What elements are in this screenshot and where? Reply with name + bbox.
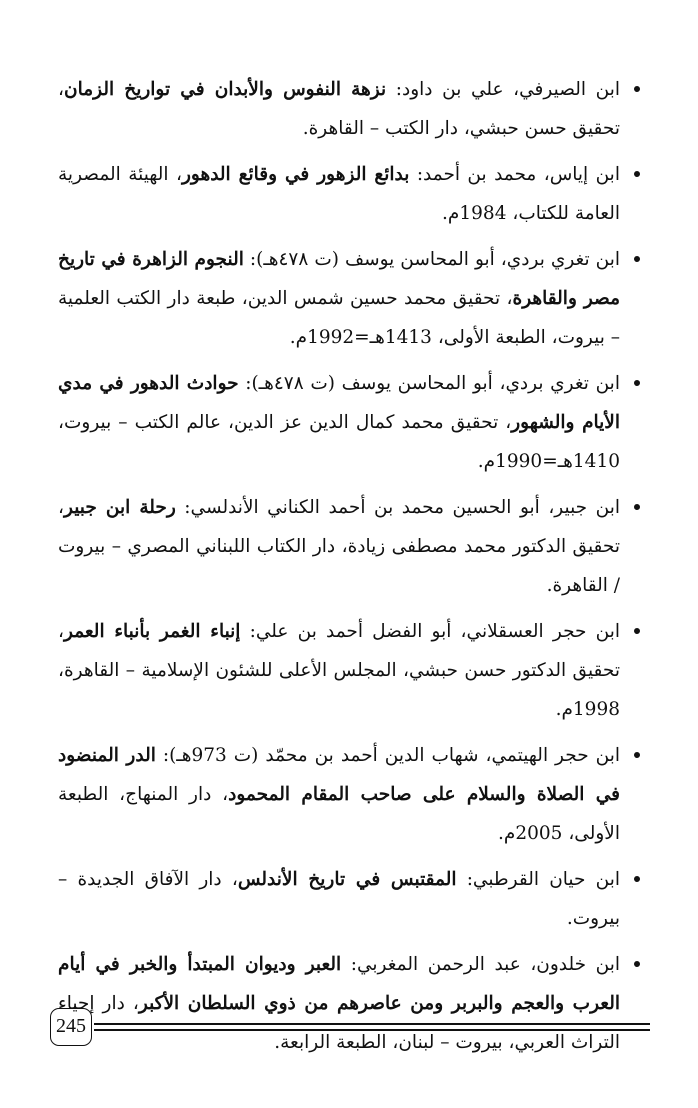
bullet-icon xyxy=(634,876,640,882)
entry-title: نزهة النفوس والأبدان في تواريخ الزمان xyxy=(63,79,387,100)
entry-author: ابن تغري بردي، أبو المحاسن يوسف (ت ٤٧٨هـ): xyxy=(238,373,620,394)
entry-details: ، تحقيق الدكتور حسن حبشي، المجلس الأعلى للشئون الإسلامية – القاهرة، 1998م. xyxy=(58,621,620,720)
entry-details: ، تحقيق محمد حسين شمس الدين، طبعة دار الكتب العلمية – بيروت، الطبعة الأولى، 1413هـ=1992م. xyxy=(58,288,620,348)
entry-details: ، تحقيق الدكتور محمد مصطفى زيادة، دار الكتاب اللبناني المصري – بيروت / القاهرة. xyxy=(58,497,620,596)
entry-details: ، دار المنهاج، الطبعة الأولى، 2005م. xyxy=(58,784,620,844)
bibliography-entry xyxy=(58,240,640,357)
entry-details: ، الهيئة المصرية العامة للكتاب، 1984م. xyxy=(58,164,620,224)
bibliography-list xyxy=(58,70,640,1069)
entry-details: ، دار إحياء التراث العربي، بيروت – لبنان، الطبعة الرابعة. xyxy=(58,993,620,1053)
entry-title: النجوم الزاهرة في تاريخ مصر والقاهرة xyxy=(58,249,620,309)
entry-title: الدر المنضود في الصلاة والسلام على صاحب المقام المحمود xyxy=(58,745,620,805)
bullet-icon xyxy=(634,171,640,177)
entry-title: حوادث الدهور في مدي الأيام والشهور xyxy=(58,373,620,433)
entry-author: ابن الصيرفي، علي بن داود: xyxy=(386,79,620,100)
bibliography-entry xyxy=(58,736,640,853)
bibliography-entry xyxy=(58,155,640,233)
entry-details: ، تحقيق حسن حبشي، دار الكتب – القاهرة. xyxy=(58,79,620,139)
entry-author: ابن جبير، أبو الحسين محمد بن أحمد الكناني الأندلسي: xyxy=(175,497,621,518)
page-number: 245 xyxy=(50,1008,92,1046)
bullet-icon xyxy=(634,86,640,92)
footer-rule xyxy=(94,1023,650,1025)
entry-title: إنباء الغمر بأنباء العمر xyxy=(63,621,241,642)
entry-title: المقتبس في تاريخ الأندلس xyxy=(237,869,457,890)
bullet-icon xyxy=(634,961,640,967)
bibliography-entry xyxy=(58,364,640,481)
bullet-icon xyxy=(634,380,640,386)
bullet-icon xyxy=(634,628,640,634)
page-footer xyxy=(50,1008,650,1048)
bibliography-entry xyxy=(58,488,640,605)
bibliography-entry xyxy=(58,860,640,938)
entry-author: ابن حجر العسقلاني، أبو الفضل أحمد بن علي: xyxy=(240,621,620,642)
entry-details: ، دار الآفاق الجديدة – بيروت. xyxy=(58,869,620,929)
entry-author: ابن تغري بردي، أبو المحاسن يوسف (ت ٤٧٨هـ): xyxy=(243,249,620,270)
bibliography-entry xyxy=(58,612,640,729)
entry-author: ابن إياس، محمد بن أحمد: xyxy=(409,164,620,185)
entry-author: ابن خلدون، عبد الرحمن المغربي: xyxy=(341,954,620,975)
entry-details: ، تحقيق محمد كمال الدين عز الدين، عالم الكتب – بيروت، 1410هـ=1990م. xyxy=(58,412,620,472)
entry-author: ابن حيان القرطبي: xyxy=(456,869,620,890)
bullet-icon xyxy=(634,752,640,758)
bullet-icon xyxy=(634,256,640,262)
footer-rule xyxy=(94,1029,650,1031)
entry-title: العبر وديوان المبتدأ والخبر في أيام العرب والعجم والبربر ومن عاصرهم من ذوي السلطان الأكبر xyxy=(58,954,621,1014)
entry-title: رحلة ابن جبير xyxy=(63,497,176,518)
bullet-icon xyxy=(634,504,640,510)
entry-author: ابن حجر الهيتمي، شهاب الدين أحمد بن محمّد (ت 973هـ): xyxy=(155,745,620,766)
entry-title: بدائع الزهور في وقائع الدهور xyxy=(181,164,410,185)
bibliography-entry xyxy=(58,70,640,148)
